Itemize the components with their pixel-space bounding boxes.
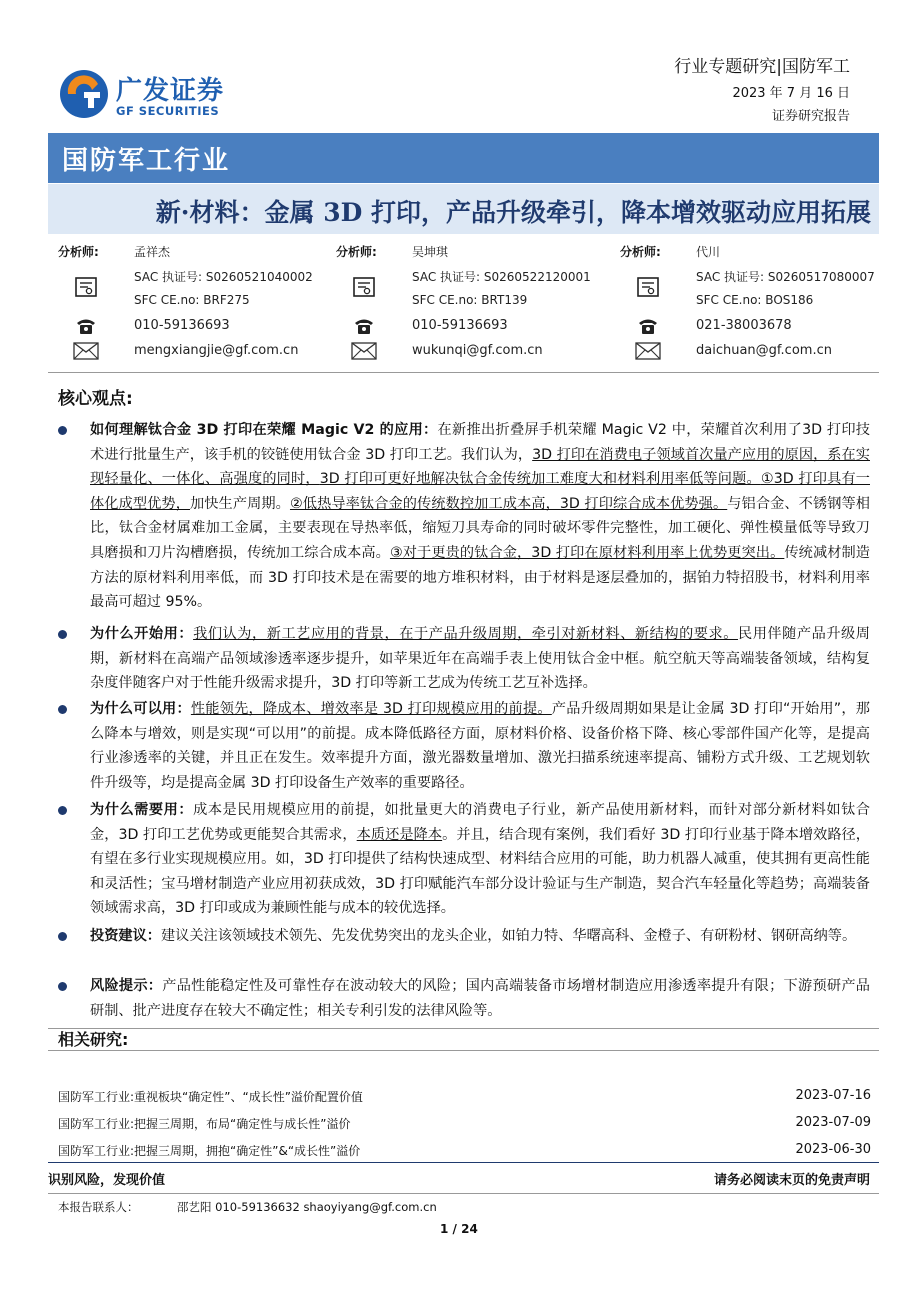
analyst-name: 孟祥杰 (134, 245, 171, 259)
point-1-head: 如何理解钛合金 3D 打印在荣耀 Magic V2 的应用： (90, 422, 438, 438)
phone-icon (74, 316, 98, 338)
footer-divider (48, 1193, 879, 1194)
point-1-text: 加快生产周期。 (189, 495, 290, 512)
core-point-3 (90, 697, 870, 795)
divider (48, 1028, 879, 1029)
analyst-name: 代川 (696, 245, 721, 259)
core-point-6 (90, 974, 870, 1023)
point-5-text: 建议关注该领域技术领先、先发优势突出的龙头企业，如铂力特、华曙高科、金橙子、有研粉材、钢研高纳等。 (160, 928, 857, 944)
analyst-sfc: SFC CE.no: BRT139 (412, 293, 528, 307)
mail-icon (635, 342, 659, 364)
related-item-date: 2023-07-09 (795, 1115, 871, 1130)
point-1-text: 3D 打印技术进行批量生产，该手机的铰链使用钛合金 3D 打印工艺。我们认为， (90, 422, 870, 463)
analyst-phone: 010-59136693 (134, 318, 230, 333)
certificate-icon (74, 276, 98, 298)
contact-label: 本报告联系人： (58, 1200, 139, 1214)
contact-info: 邵艺阳 010-59136632 shaoyiyang@gf.com.cn (177, 1200, 437, 1214)
point-6-head: 风险提示： (90, 978, 163, 994)
gf-logo-icon (58, 68, 110, 120)
analyst-sac: SAC 执证号: S0260517080007 (696, 270, 875, 284)
analyst-name: 吴坤琪 (412, 245, 449, 259)
core-point-2 (90, 622, 870, 696)
analyst-label: 分析师: (58, 245, 99, 259)
core-title: 核心观点: (58, 389, 133, 409)
point-3-underline: 性能领先，降成本、增效率是 3D 打印规模应用的前提。 (190, 701, 552, 717)
point-6-text: 产品性能稳定性及可靠性存在波动较大的风险；国内高端装备市场增材制造应用渗透率提升有限；下游预研产品研制、批产进度存在较大不确定性；相关专利引发的法律风险等。 (90, 978, 870, 1019)
mail-icon (73, 342, 97, 364)
point-1-text: 在新推出折叠屏手机荣耀 Magic V2 中，荣耀首次利用了 (437, 422, 803, 438)
phone-icon (352, 316, 376, 338)
footer-divider (48, 1162, 879, 1163)
related-item[interactable] (58, 1138, 871, 1162)
bullet-6 (58, 982, 67, 991)
point-1-underline: 3D 打印在消费电子领域首次量产应用的原因，系在实现轻量化、一体化、高强度的同时， (90, 446, 870, 488)
report-type: 行业专题研究|国防军工 (674, 57, 850, 77)
footer-disclaimer: 请务必阅读末页的免责声明 (713, 1173, 870, 1188)
related-item-date: 2023-07-16 (795, 1088, 871, 1103)
bullet-1 (58, 426, 67, 435)
point-2-underline: 我们认为，新工艺应用的背景，在于产品升级周期，牵引对新材料、新结构的要求。 (193, 626, 738, 642)
related-item-title[interactable]: 国防军工行业:重视板块“确定性”、“成长性”溢价配置价值 (58, 1090, 363, 1104)
point-4-underline: 本质还是降本 (356, 826, 443, 843)
logo-en: GF SECURITIES (116, 104, 220, 118)
analyst-email: daichuan@gf.com.cn (696, 343, 832, 358)
phone-icon (636, 316, 660, 338)
certificate-icon (352, 276, 376, 298)
report-date: 2023 年 7 月 16 日 (732, 86, 850, 101)
point-1-text: 传统减材制造方法的原材料利用率低，而 3D 打印技术是在需要的地方堆积材料，由于材料是逐层叠加的，据铂力特招股书，材料利用率最高可超过 95%。 (90, 544, 870, 611)
core-point-4 (90, 798, 870, 921)
page-number: 1 / 24 (440, 1222, 478, 1236)
report-kind: 证券研究报告 (771, 109, 850, 124)
bullet-5 (58, 932, 67, 941)
mail-icon (351, 342, 375, 364)
gf-logo (58, 68, 238, 120)
analyst-phone: 010-59136693 (412, 318, 508, 333)
related-item-date: 2023-06-30 (795, 1142, 871, 1157)
divider (48, 1050, 879, 1051)
certificate-icon (636, 276, 660, 298)
bullet-4 (58, 806, 67, 815)
point-1-underline: 3D 打印可更好地解决钛合金传统加工难度大和材料利用率低等问题。 (319, 471, 761, 488)
point-1-underline: ②低热导率钛合金的传统数控加工成本高，3D 打印综合成本优势强。 (289, 495, 728, 512)
point-1-underline: ③对于更贵的钛合金，3D 打印在原材料利用率上优势更突出。 (389, 544, 785, 561)
analyst-sfc: SFC CE.no: BOS186 (696, 293, 814, 307)
industry-title: 国防军工行业 (62, 146, 231, 176)
analyst-sac: SAC 执证号: S0260522120001 (412, 270, 591, 284)
analyst-sac: SAC 执证号: S0260521040002 (134, 270, 313, 284)
related-title: 相关研究: (58, 1030, 129, 1049)
related-item[interactable] (58, 1084, 871, 1108)
title-bar (48, 184, 879, 234)
point-4-head: 为什么需要用： (90, 802, 194, 818)
point-2-text: 民用伴随产品升级周期，新材料在高端产品领域渗透率逐步提升，如苹果近年在高端手表上使用钛合金中框。航空航天等高端装备领域，结构复杂度伴随客户对于性能升级需求提升，3D 打印等新工艺成为传统工艺互补选择。 (90, 626, 870, 692)
analyst-email: wukunqi@gf.com.cn (412, 343, 543, 358)
related-item-title[interactable]: 国防军工行业:把握三周期，布局“确定性与成长性”溢价 (58, 1117, 351, 1131)
analyst-phone: 021-38003678 (696, 318, 792, 333)
core-point-1 (90, 418, 870, 615)
point-4-text: 成本是民用规模应用的前提，如批量更大的消费电子行业，新产品使用新材料，而针对部分新材料如钛合金，3D 打印工艺优势或更能契合其需求， (90, 802, 870, 843)
analyst-email: mengxiangjie@gf.com.cn (134, 343, 299, 358)
report-title: 新·材料：金属 3D 打印，产品升级牵引，降本增效驱动应用拓展 (155, 198, 871, 227)
point-1-underline: ①3D 打印具有一体化成型优势， (90, 471, 870, 512)
divider (48, 372, 879, 373)
industry-banner (48, 133, 879, 183)
point-4-text: 。并且，结合现有案例，我们看好 3D 打印行业基于降本增效路径，有望在多行业实现规模应用。如，3D 打印提供了结构快速成型、材料结合应用的可能，助力机器人减重，使其拥有更高性能和灵活性；宝马增材制造产业应用初获成效，3D 打印赋能汽车部分设计验证与生产制造，契合汽车轻量化等趋势；高端装备领域需求高，3D 打印或成为兼顾性能与成本的较优选择。 (90, 826, 870, 917)
related-item-title[interactable]: 国防军工行业:把握三周期，拥抱“确定性”&“成长性”溢价 (58, 1144, 361, 1158)
point-2-head: 为什么开始用： (90, 626, 194, 642)
related-item[interactable] (58, 1111, 871, 1135)
bullet-2 (58, 630, 67, 639)
footer-left: 识别风险，发现价值 (48, 1173, 166, 1188)
bullet-3 (58, 705, 67, 714)
point-5-head: 投资建议： (90, 928, 161, 944)
analyst-label: 分析师: (620, 245, 661, 259)
point-3-text: 产品升级周期如果是让金属 3D 打印“开始用”，那么降本与增效，则是实现“可以用”的前提。成本降低路径方面，原材料价格、设备价格下降、核心零部件国产化等，是提高行业渗透率的关键，并且正在发生。效率提升方面，激光器数量增加、激光扫描系统速率提高、铺粉方式升级、工艺规划软件升级等，均是提高金属 3D 打印设备生产效率的重要路径。 (90, 701, 870, 791)
point-1-text: 与铝合金、不锈钢等相比，钛合金材属难加工金属，主要表现在导热率低，缩短刀具寿命的同时破坏零件完整性，加工硬化、弹性模量低等导致刀具磨损和刀片沟槽磨损，传统加工综合成本高。 (90, 495, 870, 561)
analyst-sfc: SFC CE.no: BRF275 (134, 293, 250, 307)
core-point-5 (90, 924, 870, 949)
analyst-label: 分析师: (336, 245, 377, 259)
point-3-head: 为什么可以用： (90, 701, 191, 717)
logo-cn: 广发证券 (116, 76, 225, 106)
